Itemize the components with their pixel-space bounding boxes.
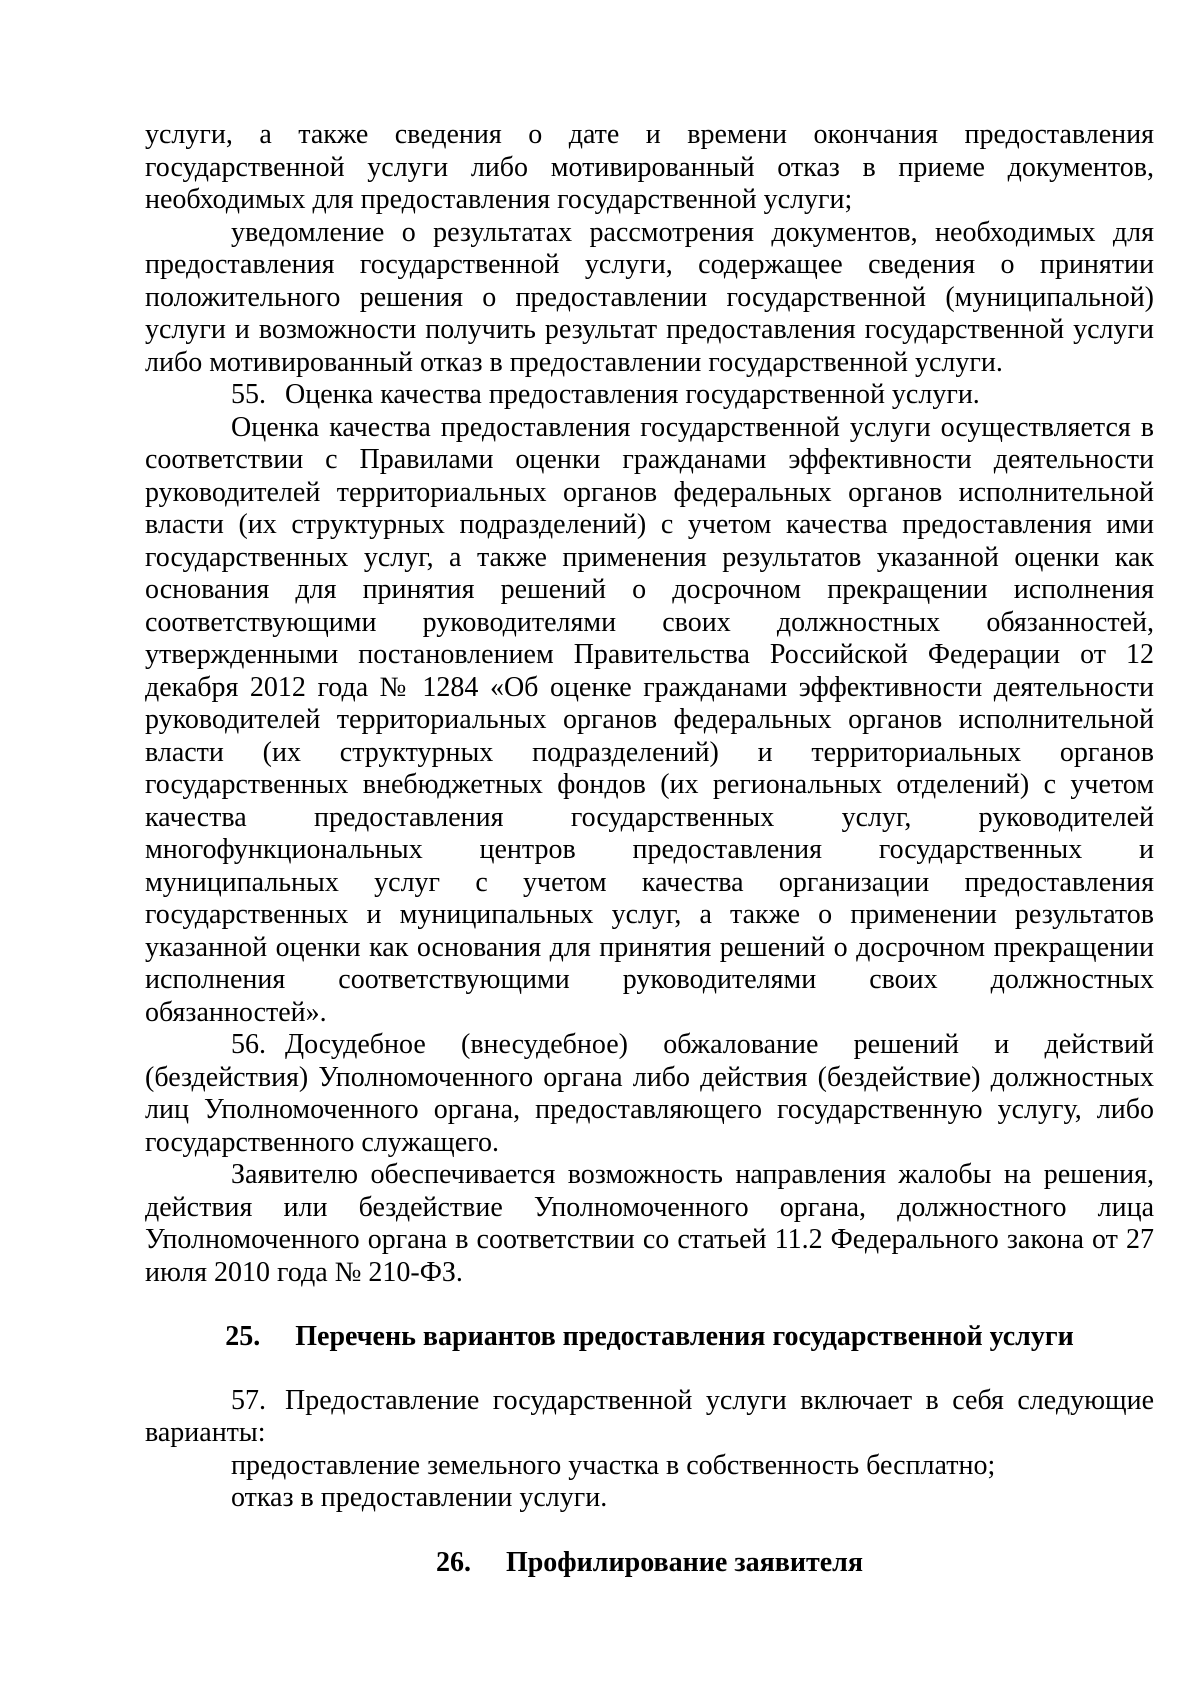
list-item: предоставление земельного участка в собственность бесплатно; xyxy=(231,1449,996,1481)
paragraph-item-56 xyxy=(145,1029,1154,1159)
spacer xyxy=(145,1515,1154,1547)
paragraph-item-55 xyxy=(145,379,1154,412)
paragraph-complaint-right: Заявителю обеспечивается возможность направления жалобы на решения, действия или бездействие Уполномоченного органа, должностного лица Уполномоченного органа в соответствии со статьей 11.2 Федерального закона от 27 июля 2010 года № 210-ФЗ. xyxy=(145,1159,1154,1288)
paragraph-item-57 xyxy=(145,1385,1154,1450)
item-text: Оценка качества предоставления государственной услуги. xyxy=(285,379,980,410)
section-title: Профилирование заявителя xyxy=(505,1546,864,1578)
paragraph-continuation: услуги, а также сведения о дате и времени окончания предоставления государственной услуги либо мотивированный отказ в приеме документов, необходимых для предоставления государственной услуги; xyxy=(145,119,1154,215)
spacer xyxy=(145,1289,1154,1321)
section-number: 25. xyxy=(225,1321,261,1352)
spacer xyxy=(145,1354,1154,1385)
section-heading-26 xyxy=(145,1547,1154,1580)
item-number: 56. xyxy=(231,1029,266,1060)
item-text: Предоставление государственной услуги включает в себя следующие варианты: xyxy=(145,1384,1154,1448)
section-heading-25 xyxy=(145,1321,1154,1354)
section-title: Перечень вариантов предоставления государственной услуги xyxy=(295,1321,1074,1352)
document-body xyxy=(145,119,1154,1579)
item-text: Досудебное (внесудебное) обжалование решений и действий (бездействия) Уполномоченного органа либо действия (бездействие) должностных лиц Уполномоченного органа, предоставляющего государственную услугу, либо государственного служащего. xyxy=(145,1029,1154,1158)
section-number: 26. xyxy=(435,1546,471,1578)
item-number: 55. xyxy=(231,379,266,410)
paragraph-quality-assessment: Оценка качества предоставления государственной услуги осуществляется в соответствии с Правилами оценки гражданами эффективности деятельности руководителей территориальных органов федеральных органов исполнительной власти (их структурных подразделений) с учетом качества предоставления ими государственных услуг, а также применения результатов указанной оценки как основания для принятия решений о досрочном прекращении исполнения соответствующими руководителями своих должностных обязанностей, утвержденными постановлением Правительства Российской Федерации от 12 декабря 2012 года № 1284 «Об оценке гражданами эффективности деятельности руководителей территориальных органов федеральных органов исполнительной власти (их структурных подразделений) и территориальных органов государственных внебюджетных фондов (их региональных отделений) с учетом качества предоставления государственных услуг, руководителей многофункциональных центров предоставления государственных и муниципальных услуг с учетом качества организации предоставления государственных и муниципальных услуг, а также о применении результатов указанной оценки как основания для принятия решений о досрочном прекращении исполнения соответствующими руководителями своих должностных обязанностей». xyxy=(145,411,1154,1028)
list-item: отказ в предоставлении услуги. xyxy=(231,1482,608,1513)
paragraph-notification: уведомление о результатах рассмотрения документов, необходимых для предоставления государственной услуги, содержащее сведения о принятии положительного решения о предоставлении государственной (муниципальной) услуги и возможности получить результат предоставления государственной услуги либо мотивированный отказ в предоставлении государственной услуги. xyxy=(145,216,1154,378)
item-number: 57. xyxy=(231,1384,266,1416)
